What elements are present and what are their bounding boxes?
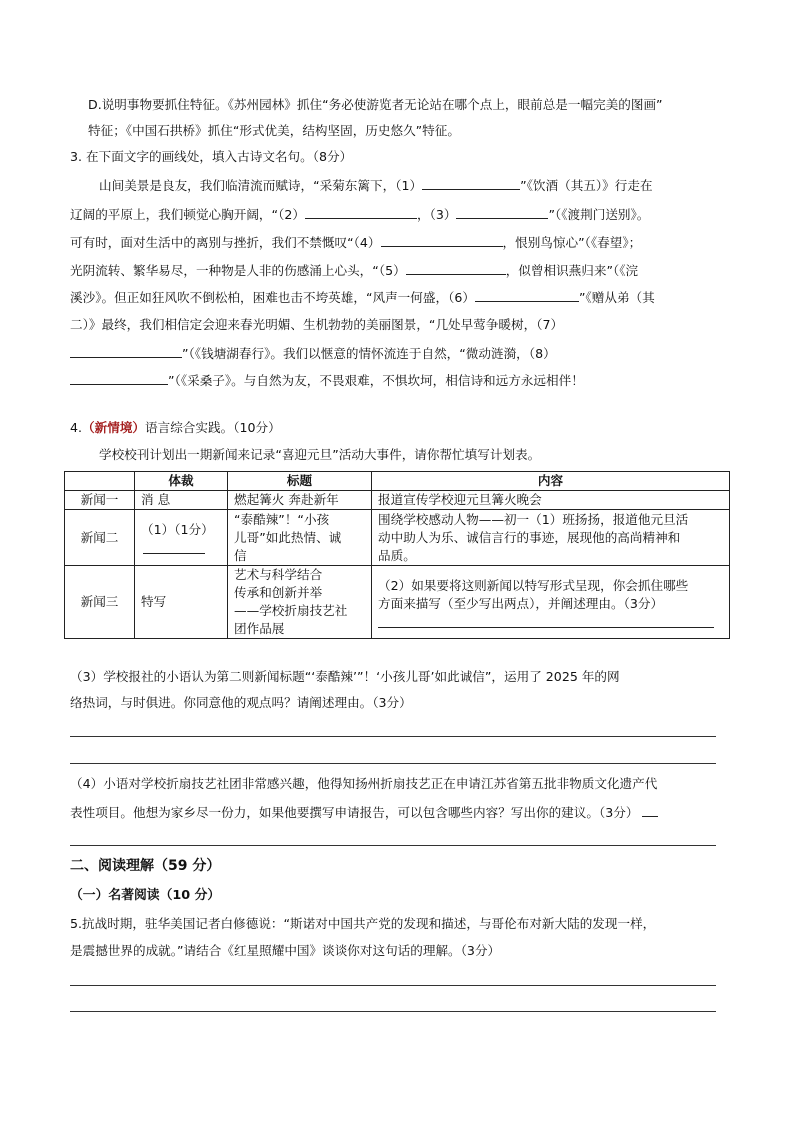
answer-line[interactable] [378,615,714,628]
content-line: 动中助人为乐、诚信言行的事迹，展现他的高尚精神和 [378,529,681,545]
q3-line-5 [70,288,655,307]
blank-8[interactable] [70,371,168,385]
q3-text: ，似曾相识燕归来”（《浣 [505,263,639,278]
new-context-tag: （新情境） [82,420,145,435]
genre-question: （1）（1分） [141,522,214,537]
option-d-line-2: 特征；《中国石拱桥》抓住“形式优美，结构坚固，历史悠久”特征。 [88,123,460,138]
q3-text: 溪沙》。但正如狂风吹不倒松柏，困难也击不垮英雄，“风声一何盛，（6） [70,290,475,305]
q3-line-1 [99,176,653,195]
genre-cell [135,510,228,566]
q3-text: 可有时，面对生活中的离别与挫折，我们不禁慨叹“（4） [70,235,381,250]
blank-1[interactable] [422,176,520,190]
q3-text: ”《饮酒（其五）》行走在 [520,178,653,193]
answer-line[interactable] [70,1011,716,1012]
table-row [65,566,730,639]
q3-text: ”《赠从弟（其 [578,290,655,305]
content-line: 围绕学校感动人物——初一（1）班扬扬，报道他元旦活 [378,511,689,527]
title-line: “泰酷辣”！“小孩 [234,511,330,527]
title-line: 信 [234,547,247,563]
answer-line[interactable] [70,736,716,737]
table-header: 内容 [372,472,730,491]
blank-3[interactable] [456,205,548,219]
q4-number: 4. [70,420,83,435]
title-cell [228,566,372,639]
table-header [65,472,135,491]
q3-text: ”（《采桑子》。与自然为友，不畏艰难，不惧坎坷，相信诗和远方永远相伴！ [168,373,584,388]
table-header: 标题 [228,472,372,491]
news-plan-table [64,471,730,639]
q3-line-3 [70,233,641,252]
title-line: 传承和创新并举 [234,585,323,600]
q3-text: ”（《渡荆门送别》。 [548,207,650,222]
q4-title [70,419,281,437]
q3-text: 辽阔的平原上，我们顿觉心胸开阔，“（2） [70,207,305,222]
answer-blank[interactable] [642,803,658,817]
blank-6[interactable] [475,288,579,302]
row-label: 新闻一 [65,491,135,510]
blank-7[interactable] [70,344,182,358]
title-line: 艺术与科学结合 [234,567,323,582]
option-d-line-1: D.说明事物要抓住特征。《苏州园林》抓住“务必使游览者无论站在哪个点上，眼前总是一幅完美的图画” [88,97,663,112]
blank-4[interactable] [381,233,503,247]
q4-4-text: 表性项目。他想为家乡尽一份力，如果他要撰写申请报告，可以包含哪些内容？写出你的建议。（3分） [70,805,639,820]
q4-4-line-2 [70,803,658,822]
q3-text: ，（3） [416,207,457,222]
section-2-heading: 二、阅读理解（59 分） [70,858,221,874]
content-line: 方面来描写（至少写出两点），并阐述理由。（3分） [378,595,664,611]
q3-line-8 [70,371,584,390]
title-cell [228,510,372,566]
content-cell [372,510,730,566]
q3-text: ，恨别鸟惊心”（《春望》； [502,235,642,250]
blank-2[interactable] [305,205,417,219]
q3-text: ”（《钱塘湖春行》。我们以惬意的情怀流连于自然，“微动涟漪，（8） [182,346,556,361]
genre-cell: 特写 [135,566,228,639]
q3-text: 山间美景是良友，我们临清流而赋诗，“采菊东篱下，（1） [99,178,423,193]
title-cell: 燃起篝火 奔赴新年 [228,491,372,510]
q3-title: 3. 在下面文字的画线处，填入古诗文名句。（8分） [70,149,353,164]
q4-title-text: 语言综合实践。（10分） [145,420,281,435]
genre-cell: 消 息 [135,491,228,510]
answer-line[interactable] [70,985,716,986]
title-line: 团作品展 [234,621,285,636]
q5-line-1: 5.抗战时期，驻华美国记者白修德说：“斯诺对中国共产党的发现和描述，与哥伦布对新大陆的发现一样， [70,916,656,931]
q3-line-2 [70,205,649,224]
title-line: 儿哥”如此热情、诚 [234,529,342,545]
blank-5[interactable] [406,261,506,275]
content-line: （2）如果要将这则新闻以特写形式呈现，你会抓住哪些 [378,577,689,593]
subsection-heading: （一）名著阅读（10 分） [70,888,221,903]
q4-3-line-2: 络热词，与时俱进。你同意他的观点吗？请阐述理由。（3分） [70,695,412,710]
title-line: ——学校折扇技艺社 [234,603,348,618]
content-cell: 报道宣传学校迎元旦篝火晚会 [372,491,730,510]
q4-intro: 学校校刊计划出一期新闻来记录“喜迎元旦”活动大事件，请你帮忙填写计划表。 [99,447,541,462]
table-row [65,491,730,510]
q4-3-line-1: （3）学校报社的小语认为第二则新闻标题“‘泰酷辣’”！‘小孩儿哥’如此诚信”，运用了 2025 年的网 [70,669,620,684]
table-row [65,510,730,566]
answer-line[interactable] [70,763,716,764]
q3-line-4 [70,261,638,280]
q3-line-6: 二）》最终，我们相信定会迎来春光明媚、生机勃勃的美丽图景，“几处早莺争暖树，（7） [70,317,564,332]
q4-4-line-1: （4）小语对学校折扇技艺社团非常感兴趣，他得知扬州折扇技艺正在申请江苏省第五批非物质文化遗产代 [70,776,658,791]
q5-line-2: 是震撼世界的成就。”请结合《红星照耀中国》谈谈你对这句话的理解。（3分） [70,943,501,958]
genre-answer-blank[interactable] [143,539,205,554]
content-cell [372,566,730,639]
q3-text: 光阴流转、繁华易尽，一种物是人非的伤感涌上心头，“（5） [70,263,406,278]
row-label: 新闻三 [65,566,135,639]
content-line: 品质。 [378,547,416,563]
table-header: 体裁 [135,472,228,491]
row-label: 新闻二 [65,510,135,566]
answer-line[interactable] [70,845,716,846]
q3-line-7 [70,344,556,363]
table-header-row [65,472,730,491]
